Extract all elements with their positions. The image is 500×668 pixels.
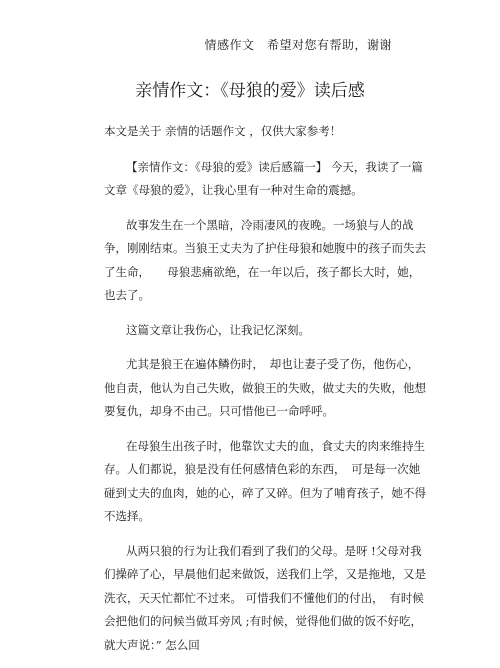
paragraph-1: 【亲情作文：《母狼的爱》读后感篇一】 今天，我读了一篇文章《母狼的爱》，让我心里有一种对生命的震撼。: [104, 159, 423, 197]
paragraph-2: 故事发生在一个黑暗，冷雨凄风的夜晚。一场狼与人的战争，刚刚结束。当狼王丈夫为了护住母狼和她腹中的孩子而失去了生命， 母狼悲痛欲绝，在一年以后，孩子都长大时，她，也去了。: [104, 217, 426, 302]
page-header: 情感作文 希望对您有帮助，谢谢: [204, 38, 392, 52]
paragraph-6: 从两只狼的行为让我们看到了我们的父母。是呀 !父母对我们操碎了心，早晨他们起来做饭，送我们上学，又是拖地，又是洗衣，天天忙都忙不过来。 可惜我们不懂他们的付出， 有时候会把他们的问候当做耳旁风 ;有时候，觉得他们做的饭不好吃，就大声说：” 怎么回: [104, 543, 426, 652]
paragraph-5: 在母狼生出孩子时，他靠饮丈夫的血，食丈夫的肉来维持生存。人们都说，狼是没有任何感情色彩的东西， 可是每一次她碰到丈夫的血肉，她的心，碎了又碎。但为了哺育孩子，她不得不选择。: [104, 438, 426, 523]
article-title: 亲情作文：《母狼的爱》读后感: [135, 81, 365, 101]
intro-line: 本文是关于 亲情的话题作文 ，仅供大家参考！: [104, 124, 342, 138]
article-body: [104, 120, 426, 668]
paragraph-3: 这篇文章让我伤心，让我记忆深刻。: [126, 322, 310, 337]
paragraph-4: 尤其是狼王在遍体鳞伤时， 却也让妻子受了伤，他伤心，他自责，他认为自己失败，做狼王的失败，做丈夫的失败，他想要复仇，却身不由己。只可惜他已一命呼呼。: [104, 357, 426, 418]
